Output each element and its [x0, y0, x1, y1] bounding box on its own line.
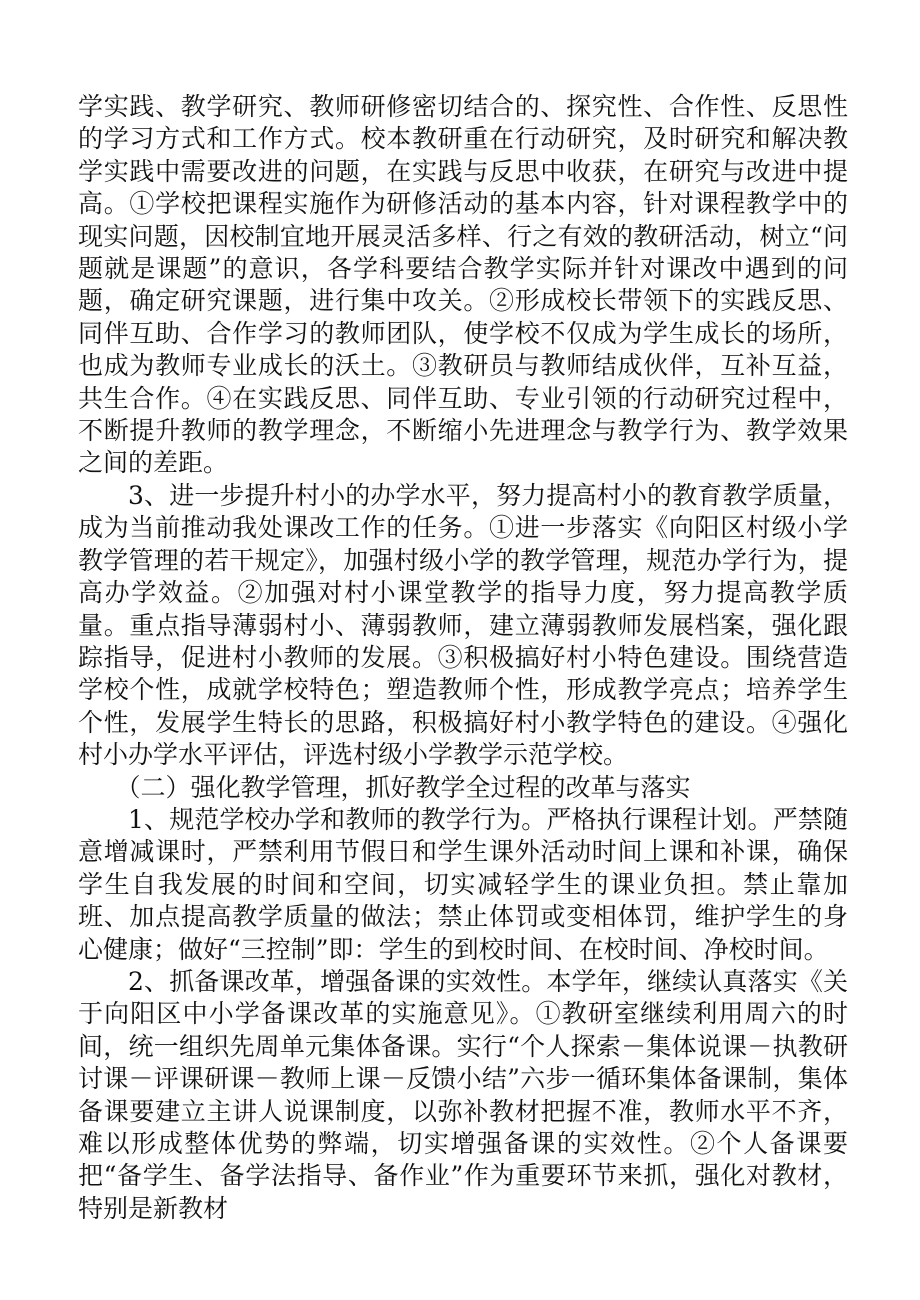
paragraph-lesson-prep-reform: 2、抓备课改革，增强备课的实效性。本学年，继续认真落实《关于向阳区中小学备课改革的实施意见》。①教研室继续利用周六的时间，统一组织先周单元集体备课。实行“个人探索－集体说课－执教研讨课－评课研课－教师上课－反馈小结”六步一循环集体备课制，集体备课要建立主讲人说课制度，以弥补教材把握不准，教师水平不齐，难以形成整体优势的弊端，切实增强备课的实效性。②个人备课要把“备学生、备学法指导、备作业”作为重要环节来抓，强化对教材，特别是新教材 — [78, 966, 848, 1223]
paragraph-school-research: 学实践、教学研究、教师研修密切结合的、探究性、合作性、反思性的学习方式和工作方式。校本教研重在行动研究，及时研究和解决教学实践中需要改进的问题，在实践与反思中收获，在研究与改进中提高。①学校把课程实施作为研修活动的基本内容，针对课程教学中的现实问题，因校制宜地开展灵活多样、行之有效的教研活动，树立“问题就是课题”的意识，各学科要结合教学实际并针对课改中遇到的问题，确定研究课题，进行集中攻关。②形成校长带领下的实践反思、同伴互助、合作学习的教师团队，使学校不仅成为学生成长的场所，也成为教师专业成长的沃土。③教研员与教师结成伙伴，互补互益，共生合作。④在实践反思、同伴互助、专业引领的行动研究过程中，不断提升教师的教学理念，不断缩小先进理念与教学行为、教学效果之间的差距。 — [78, 92, 848, 478]
section-heading-teaching-management: （二）强化教学管理，抓好教学全过程的改革与落实 — [115, 772, 691, 802]
document-page — [78, 91, 848, 1225]
paragraph-village-school: 3、进一步提升村小的办学水平，努力提高村小的教育教学质量，成为当前推动我处课改工作的任务。①进一步落实《向阳区村级小学教学管理的若干规定》，加强村级小学的教学管理，规范办学行为，提高办学效益。②加强对村小课堂教学的指导力度，努力提高教学质量。重点指导薄弱村小、薄弱教师，建立薄弱教师发展档案，强化跟踪指导，促进村小教师的发展。③积极搞好村小特色建设。围绕营造学校个性，成就学校特色；塑造教师个性，形成教学亮点；培养学生个性，发展学生特长的思路，积极搞好村小教学特色的建设。④强化村小办学水平评估，评选村级小学教学示范学校。 — [78, 480, 848, 770]
paragraph-standardize-teaching: 1、规范学校办学和教师的教学行为。严格执行课程计划。严禁随意增减课时，严禁利用节假日和学生课外活动时间上课和补课，确保学生自我发展的时间和空间，切实减轻学生的课业负担。禁止靠加班、加点提高教学质量的做法；禁止体罚或变相体罚，维护学生的身心健康；做好“三控制”即：学生的到校时间、在校时间、净校时间。 — [78, 804, 848, 964]
